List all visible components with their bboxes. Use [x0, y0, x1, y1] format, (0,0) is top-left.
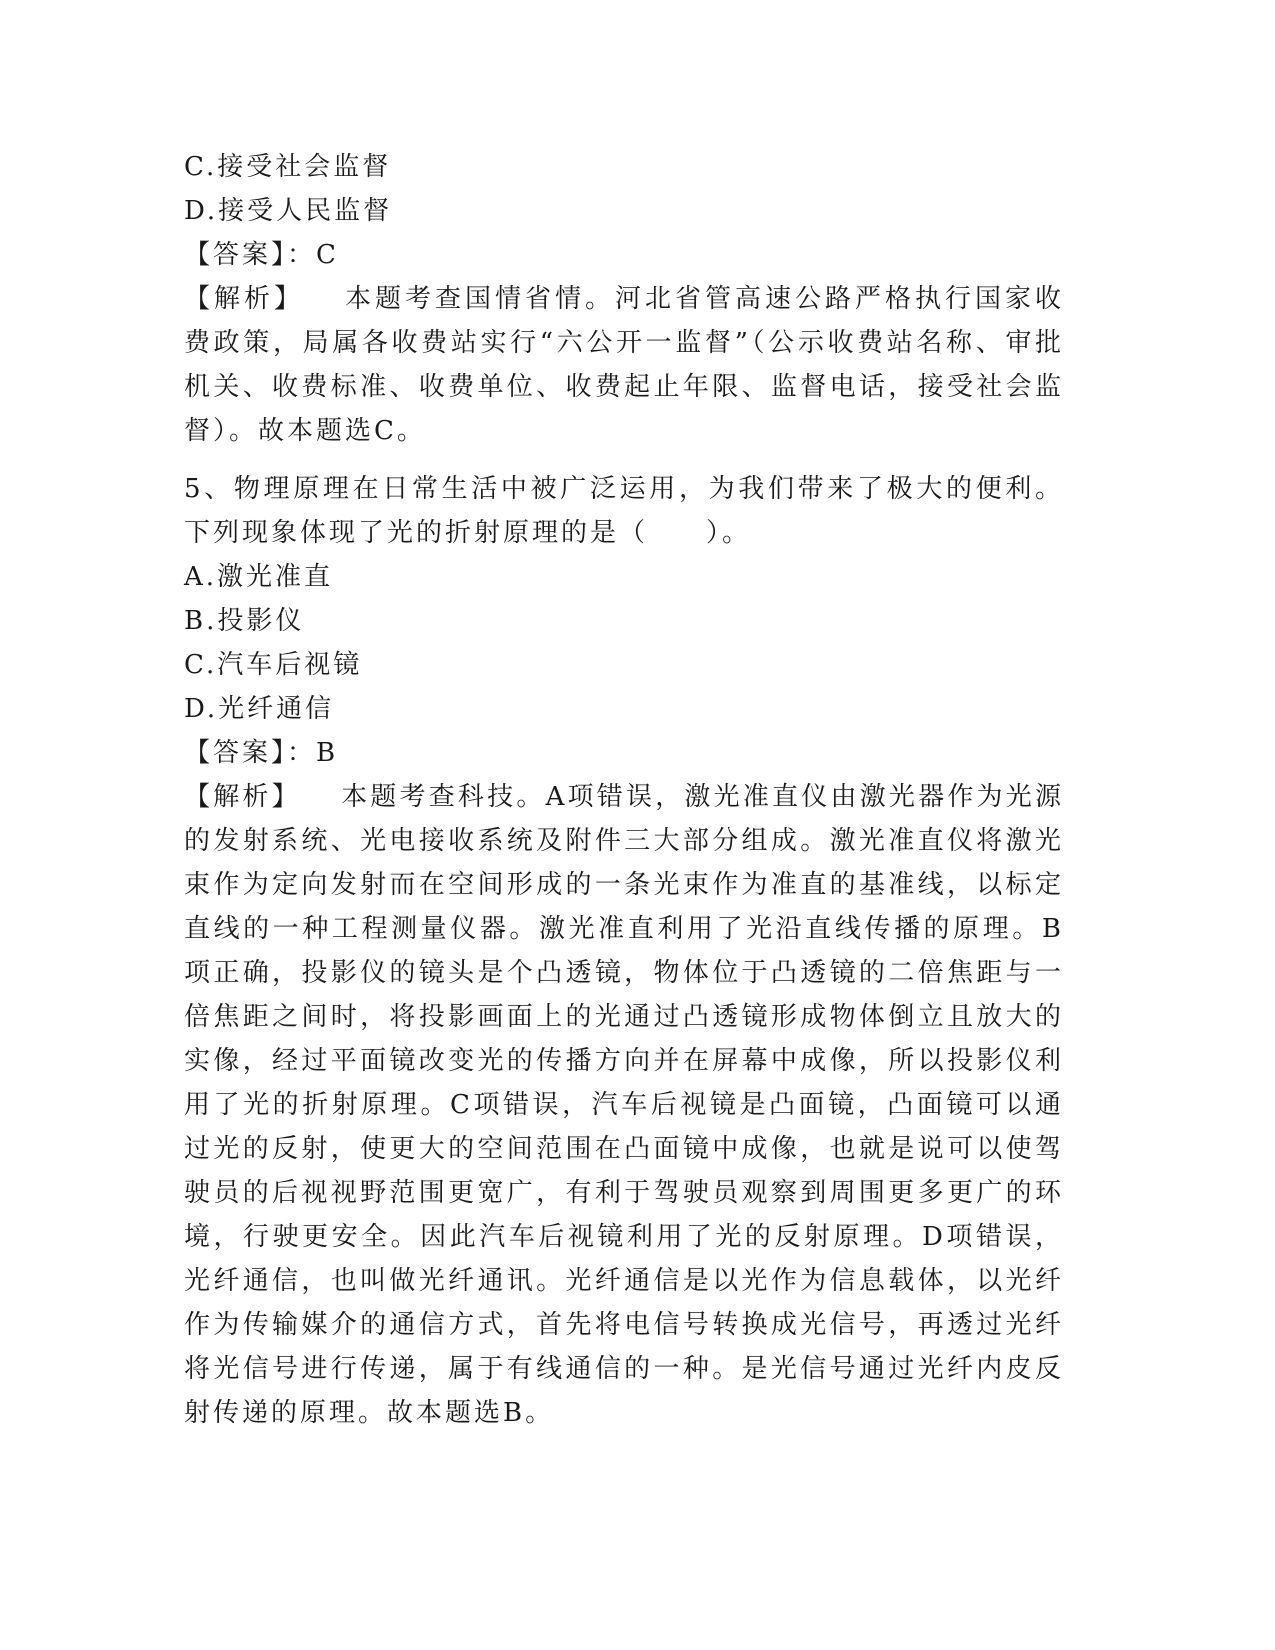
q5-stem: 5、物理原理在日常生活中被广泛运用，为我们带来了极大的便利。下列现象体现了光的折射原理的是（ ）。 — [184, 474, 1064, 548]
q4-analysis-text: 本题考查国情省情。河北省管高速公路严格执行国家收费政策，局属各收费站实行“六公开一监督”（公示收费站名称、审批机关、收费标准、收费单位、收费起止年限、监督电话，接受社会监督）。故本题选C。 — [184, 284, 1064, 446]
document-page — [184, 145, 1064, 1435]
q5-answer: 【答案】：B — [184, 738, 339, 768]
q5-option-b: B.投影仪 — [184, 606, 305, 636]
q5-analysis-tag: 【解析】 — [184, 782, 301, 812]
q5-option-d: D.光纤通信 — [184, 694, 335, 724]
q5-option-a: A.激光准直 — [184, 562, 334, 592]
q4-answer: 【答案】：C — [184, 240, 339, 270]
q4-analysis-tag: 【解析】 — [184, 284, 304, 314]
q4-option-d: D.接受人民监督 — [184, 196, 393, 226]
q5-analysis-text: 本题考查科技。A项错误，激光准直仪由激光器作为光源的发射系统、光电接收系统及附件三大部分组成。激光准直仪将激光束作为定向发射而在空间形成的一条光束作为准直的基准线，以标定直线的一种工程测量仪器。激光准直利用了光沿直线传播的原理。B项正确，投影仪的镜头是个凸透镜，物体位于凸透镜的二倍焦距与一倍焦距之间时，将投影画面上的光通过凸透镜形成物体倒立且放大的实像，经过平面镜改变光的传播方向并在屏幕中成像，所以投影仪利用了光的折射原理。C项错误，汽车后视镜是凸面镜，凸面镜可以通过光的反射，使更大的空间范围在凸面镜中成像，也就是说可以使驾驶员的后视视野范围更宽广，有利于驾驶员观察到周围更多更广的环境，行驶更安全。因此汽车后视镜利用了光的反射原理。D项错误，光纤通信，也叫做光纤通讯。光纤通信是以光作为信息载体，以光纤作为传输媒介的通信方式，首先将电信号转换成光信号，再透过光纤将光信号进行传递，属于有线通信的一种。是光信号通过光纤内皮反射传递的原理。故本题选B。 — [184, 782, 1064, 1428]
q4-option-c: C.接受社会监督 — [184, 152, 392, 182]
q5-analysis — [184, 775, 1064, 1435]
q4-analysis — [184, 277, 1064, 453]
q5-option-c: C.汽车后视镜 — [184, 650, 363, 680]
